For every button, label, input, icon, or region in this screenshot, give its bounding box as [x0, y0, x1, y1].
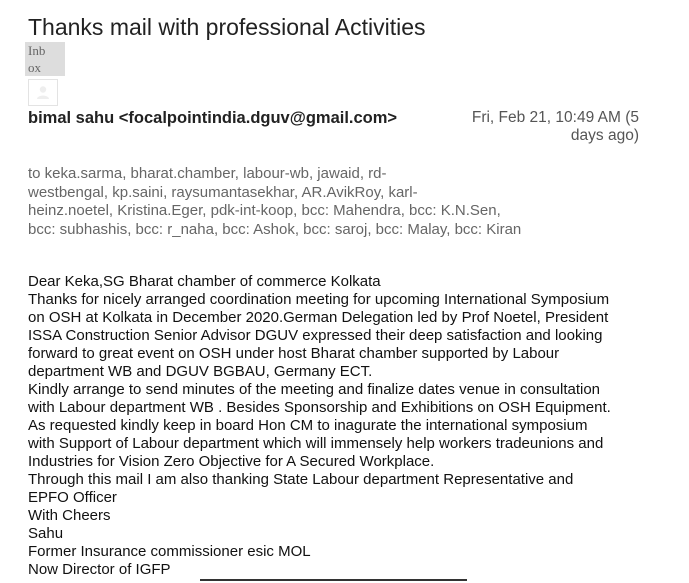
body-line: Thanks for nicely arranged coordination meeting for upcoming International Symposium — [28, 291, 610, 308]
body-line: ISSA Construction Senior Advisor DGUV expressed their deep satisfaction and looking — [28, 327, 603, 344]
sender-name-email[interactable]: bimal sahu <focalpointindia.dguv@gmail.com> — [28, 109, 398, 127]
recipient-list[interactable] — [28, 165, 588, 239]
body-line: with Support of Labour department which will immensely help workers tradeunions and — [28, 435, 604, 452]
body-line: Industries for Vision Zero Objective for A Secured Workplace. — [28, 453, 435, 470]
body-line: As requested kindly keep in board Hon CM to inagurate the international symposium — [28, 417, 588, 434]
body-line: department WB and DGUV BGBAU, Germany ECT. — [28, 363, 373, 380]
body-line: Sahu — [28, 525, 64, 542]
email-timestamp — [449, 109, 639, 145]
recipient-line: to keka.sarma, bharat.chamber, labour-wb, jawaid, rd- — [28, 165, 387, 182]
body-line: Now Director of IGFP — [28, 561, 171, 578]
inbox-label-part-2: ox — [28, 60, 41, 75]
inbox-label-part-1: Inb — [28, 43, 46, 58]
timestamp-line-1: Fri, Feb 21, 10:49 AM (5 — [471, 109, 639, 126]
recipient-line: bcc: subhashis, bcc: r_naha, bcc: Ashok, bcc: saroj, bcc: Malay, bcc: Kiran — [28, 220, 522, 238]
body-line: on OSH at Kolkata in December 2020.German Delegation led by Prof Noetel, President — [28, 309, 609, 326]
recipient-line: westbengal, kp.saini, raysumantasekhar, AR.AvikRoy, karl- — [28, 183, 418, 201]
body-line: Kindly arrange to send minutes of the meeting and finalize dates venue in consultation — [28, 381, 601, 398]
body-line: Through this mail I am also thanking State Labour department Representative and — [28, 471, 574, 488]
sender-avatar[interactable] — [28, 79, 58, 106]
body-line: forward to great event on OSH under host Bharat chamber supported by Labour — [28, 345, 560, 362]
divider — [200, 579, 467, 581]
email-subject: Thanks mail with professional Activities — [28, 14, 426, 40]
recipient-line: heinz.noetel, Kristina.Eger, pdk-int-koop, bcc: Mahendra, bcc: K.N.Sen, — [28, 202, 501, 219]
body-line: EPFO Officer — [28, 489, 117, 506]
body-line: With Cheers — [28, 507, 111, 524]
inbox-label-chip[interactable] — [25, 42, 65, 76]
email-body — [28, 273, 678, 579]
body-line: Former Insurance commissioner esic MOL — [28, 543, 311, 560]
person-icon — [36, 85, 50, 100]
body-line: with Labour department WB . Besides Sponsorship and Exhibitions on OSH Equipment. — [28, 399, 611, 416]
body-line: Dear Keka,SG Bharat chamber of commerce Kolkata — [28, 273, 381, 290]
timestamp-line-2: days ago) — [570, 127, 639, 144]
